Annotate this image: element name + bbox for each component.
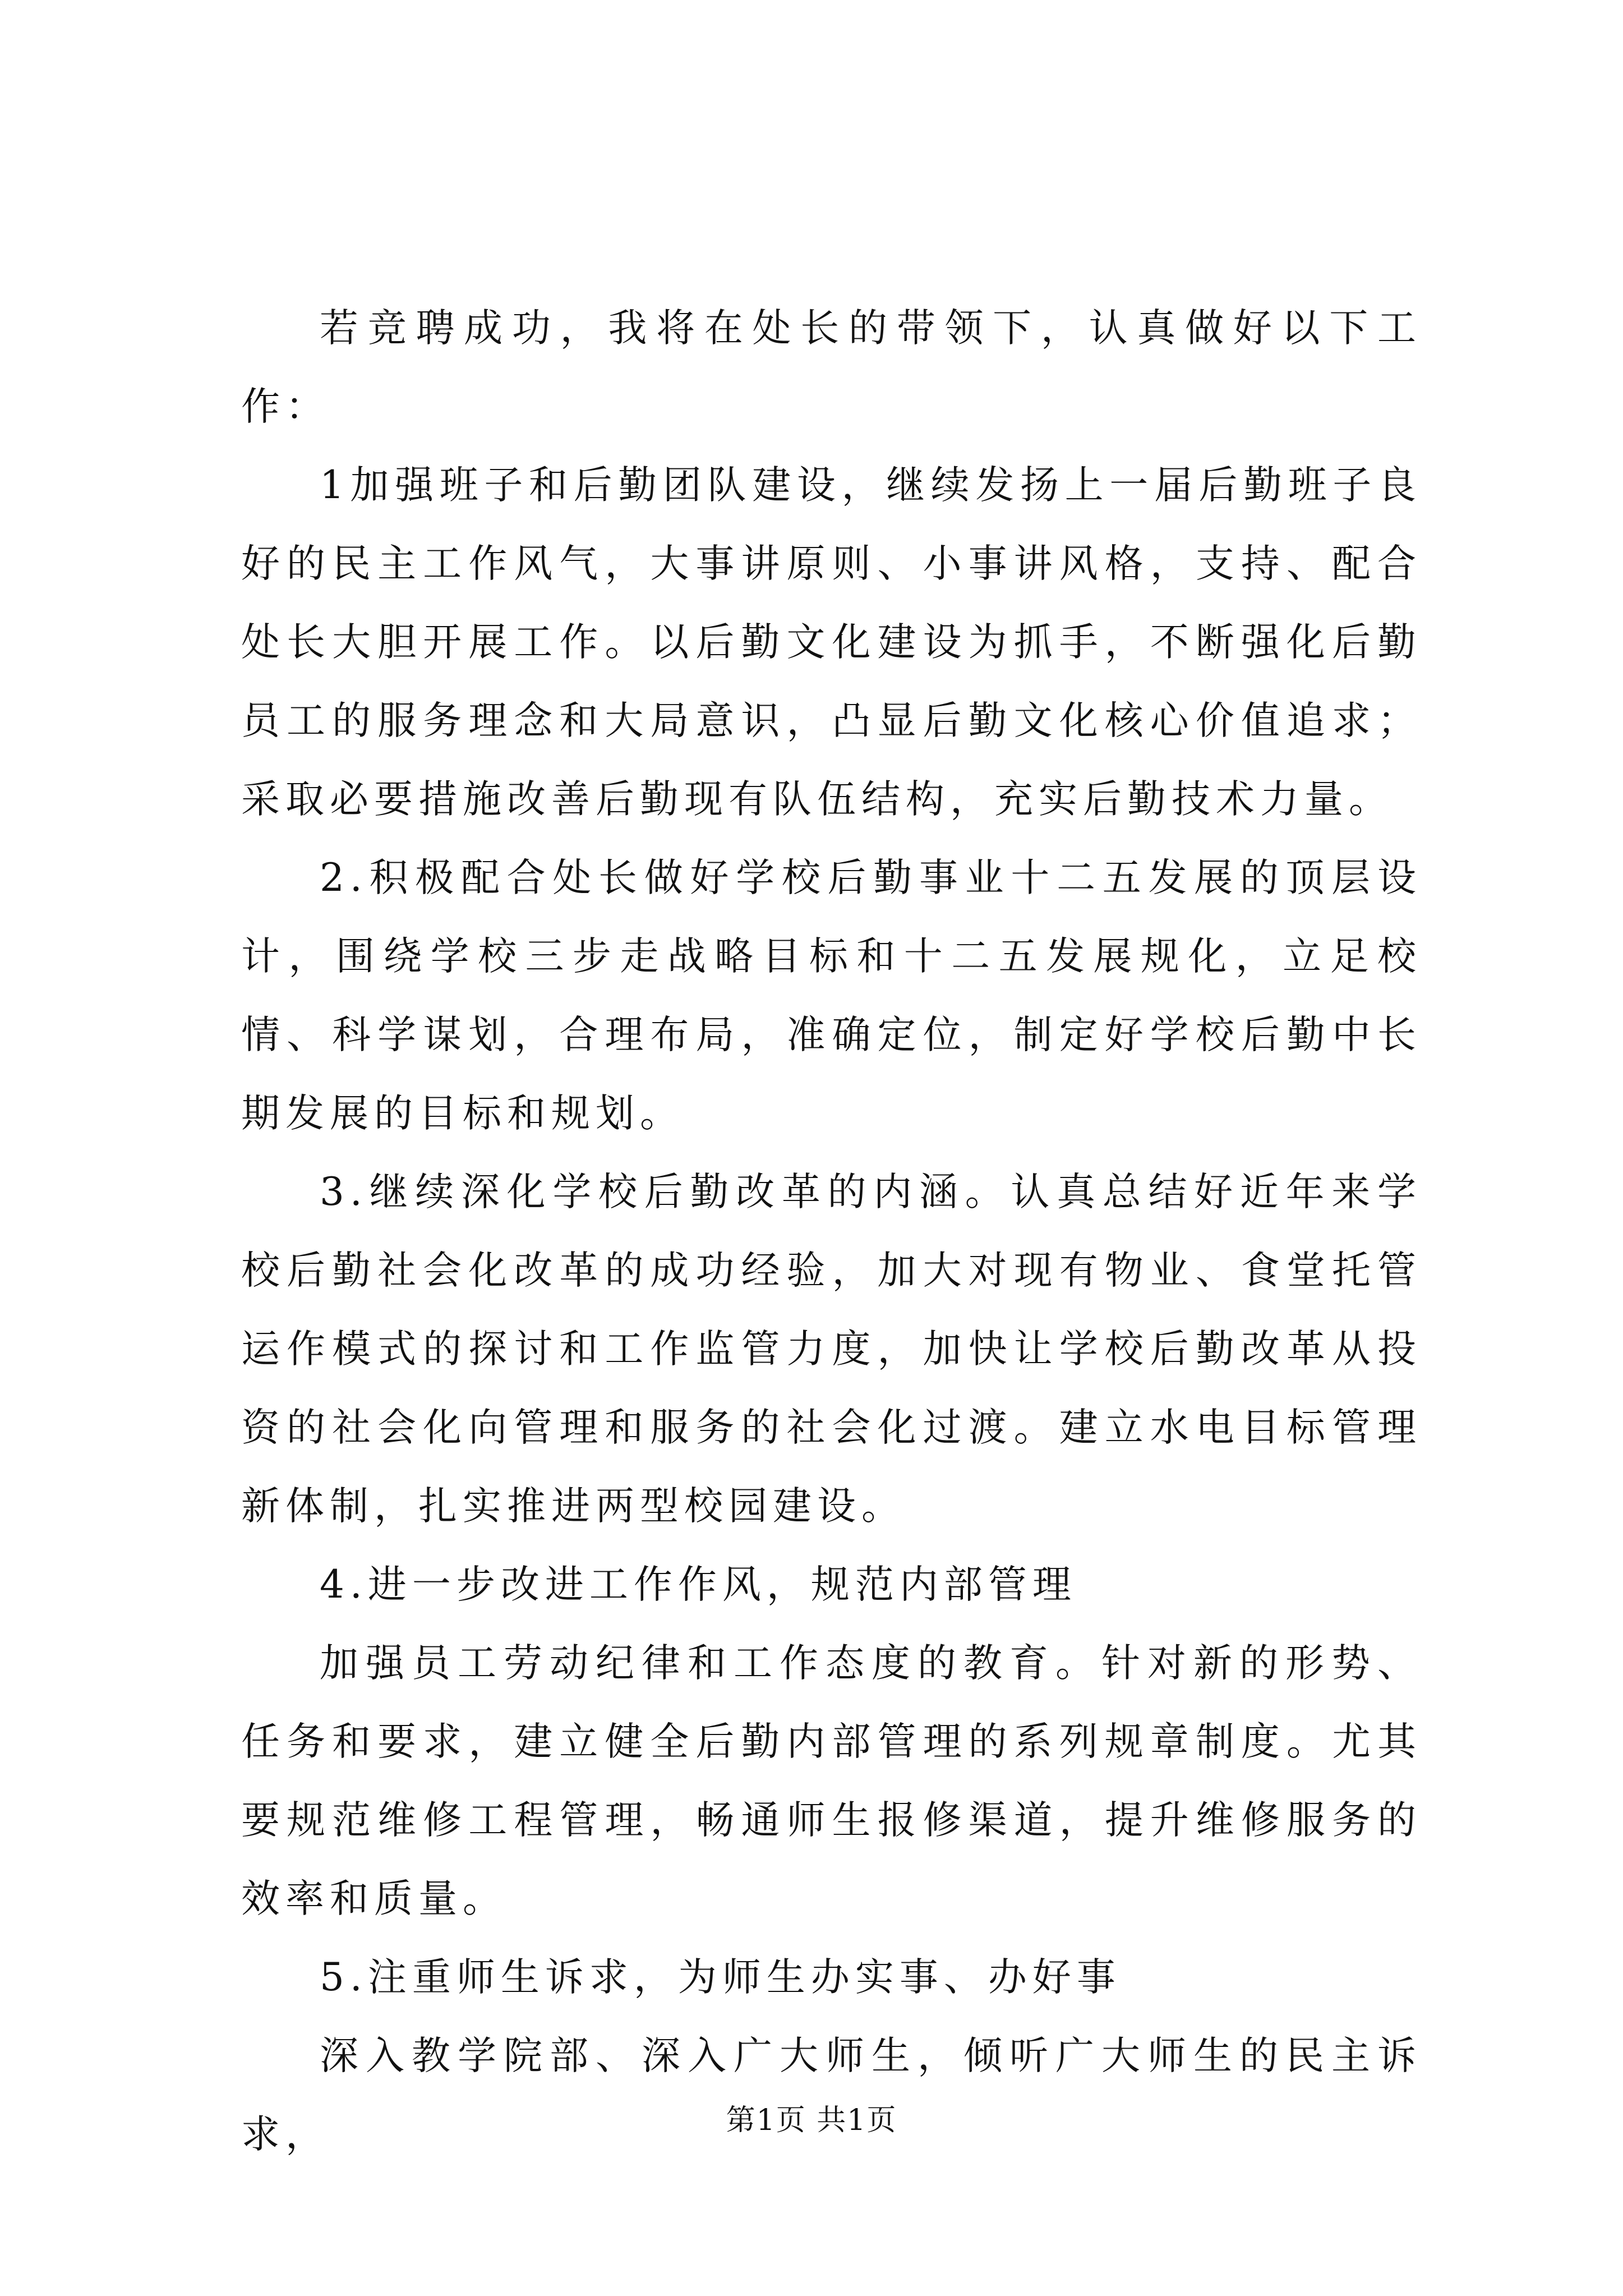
document-body — [241, 289, 1422, 2174]
paragraph-item-4-heading: 4.进一步改进工作作风，规范内部管理 — [320, 1562, 1077, 1607]
paragraph-item-5-heading: 5.注重师生诉求，为师生办实事、办好事 — [320, 1955, 1121, 2000]
page-footer: 第1页 共1页 — [726, 2104, 897, 2137]
paragraph-item-4-body: 加强员工劳动纪律和工作态度的教育。针对新的形势、任务和要求，建立健全后勤内部管理的系列规章制度。尤其要规范维修工程管理，畅通师生报修渠道，提升维修服务的效率和质量。 — [241, 1641, 1422, 1921]
paragraph-item-2: 2.积极配合处长做好学校后勤事业十二五发展的顶层设计，围绕学校三步走战略目标和十二五发展规化，立足校情、科学谋划，合理布局，准确定位，制定好学校后勤中长期发展的目标和规划。 — [241, 855, 1422, 1136]
paragraph-item-5-body: 深入教学院部、深入广大师生，倾听广大师生的民主诉求， — [241, 2033, 1422, 2157]
paragraph-intro: 若竞聘成功，我将在处长的带领下，认真做好以下工作： — [241, 306, 1422, 429]
paragraph-item-3: 3.继续深化学校后勤改革的内涵。认真总结好近年来学校后勤社会化改革的成功经验，加大对现有物业、食堂托管运作模式的探讨和工作监管力度，加快让学校后勤改革从投资的社会化向管理和服务的社会化过渡。建立水电目标管理新体制，扎实推进两型校园建设。 — [241, 1170, 1422, 1529]
paragraph-item-1: 1加强班子和后勤团队建设，继续发扬上一届后勤班子良好的民主工作风气，大事讲原则、小事讲风格，支持、配合处长大胆开展工作。以后勤文化建设为抓手，不断强化后勤员工的服务理念和大局意识，凸显后勤文化核心价值追求；采取必要措施改善后勤现有队伍结构，充实后勤技术力量。 — [241, 463, 1422, 822]
